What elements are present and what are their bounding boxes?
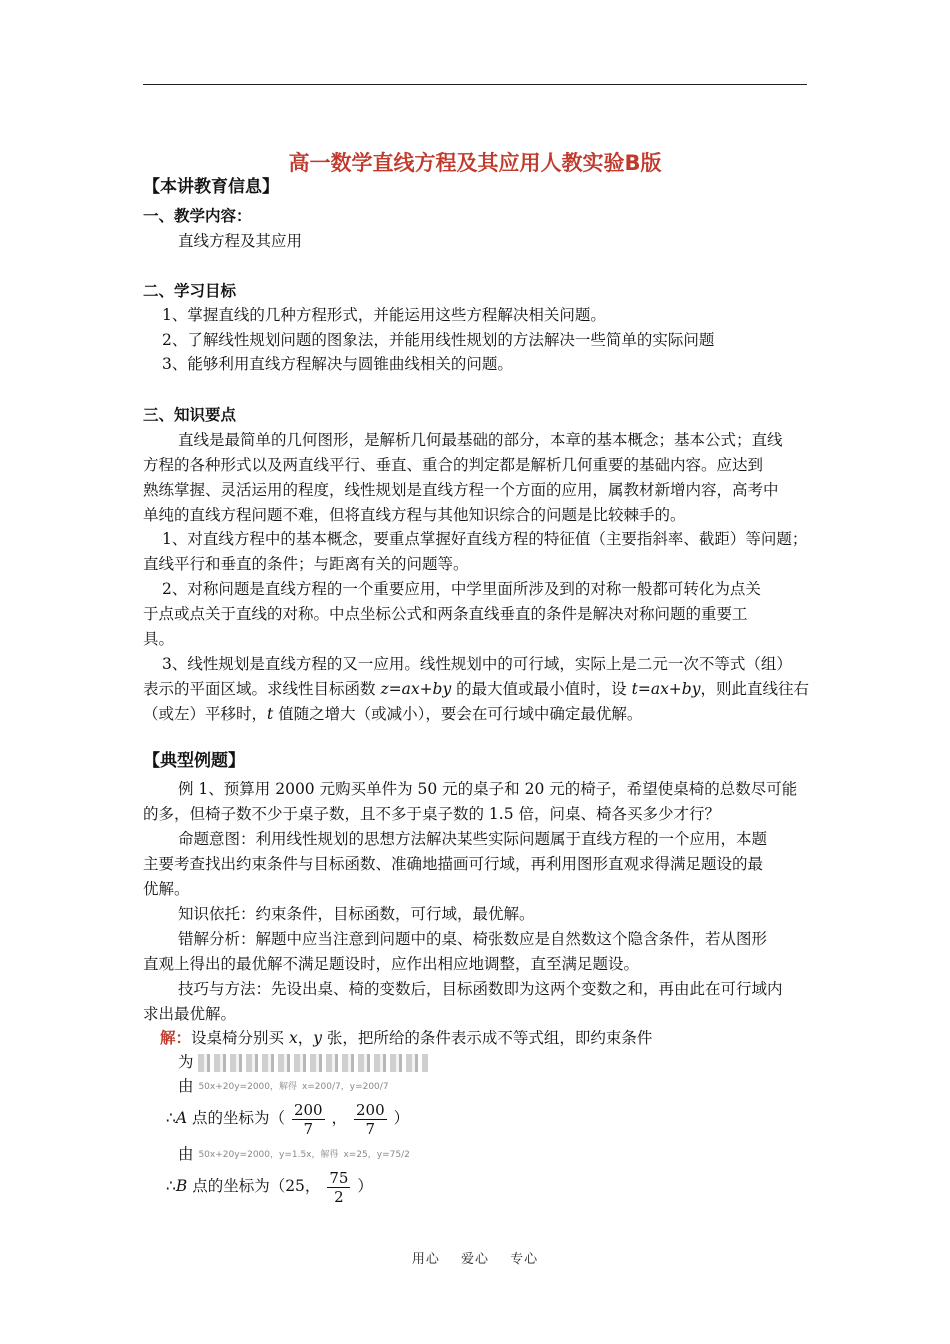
header-rule xyxy=(143,84,807,85)
goal-item: 1、掌握直线的几种方程形式，并能运用这些方程解决相关问题。 xyxy=(162,306,606,324)
footer-text: 用心 xyxy=(411,1252,440,1267)
page-footer xyxy=(0,1248,950,1267)
info-heading: 【本讲教育信息】 xyxy=(143,177,279,197)
goal-item: 2、了解线性规划问题的图象法，并能用线性规划的方法解决一些简单的实际问题 xyxy=(162,331,715,349)
solution-line: 解：设桌椅分别买 x，y 张，把所给的条件表示成不等式组，即约束条件 xyxy=(160,1028,653,1047)
method-line: 技巧与方法：先设出桌、椅的变数后，目标函数即为这两个变数之和，再由此在可行域内 xyxy=(178,980,783,998)
fraction: $\frac{200}{7}$ xyxy=(293,1100,323,1138)
section2-heading: 二、学习目标 xyxy=(143,282,237,300)
section3-heading: 三、知识要点 xyxy=(143,406,237,424)
error-analysis-line: 直观上得出的最优解不满足题设时，应作出相应地调整，直至满足题设。 xyxy=(143,955,640,973)
constraint-system-image xyxy=(198,1054,428,1072)
equation-solution-image: x=25，y=75/2 xyxy=(343,1150,410,1160)
variable: t xyxy=(267,705,274,723)
section1-heading: 一、教学内容： xyxy=(143,207,252,225)
paragraph-line: 单纯的直线方程问题不难，但将直线方程与其他知识综合的问题是比较棘手的。 xyxy=(143,506,686,524)
footer-text: 专心 xyxy=(510,1252,539,1267)
paragraph-line: 直线平行和垂直的条件；与距离有关的问题等。 xyxy=(143,555,469,573)
fraction: $\frac{75}{2}$ xyxy=(329,1168,349,1206)
point-a-line: ∴A 点的坐标为（ $\frac{200}{7}$ ， $\frac{200}{7}$ ） xyxy=(166,1100,410,1138)
example-question-line: 的多，但椅子数不少于桌子数，且不多于桌子数的 1.5 倍，问桌、椅各买多少才行？ xyxy=(143,805,721,823)
point-b-line: ∴B 点的坐标为（25， $\frac{75}{2}$ ） xyxy=(166,1168,373,1206)
paragraph-line: 2、对称问题是直线方程的一个重要应用，中学里面所涉及到的对称一般都可转化为点关 xyxy=(162,580,761,598)
paragraph-line: 1、对直线方程中的基本概念，要重点掌握好直线方程的特征值（主要指斜率、截距）等问题； xyxy=(162,530,808,548)
paragraph-line: 方程的各种形式以及两直线平行、垂直、重合的判定都是解析几何重要的基础内容。应达到 xyxy=(143,456,764,474)
equation-line: 由 50x+20y=2000，解得 x=200/7，y=200/7 xyxy=(178,1077,389,1095)
goal-item: 3、能够利用直线方程解决与圆锥曲线相关的问题。 xyxy=(162,355,513,373)
paragraph-line: 于点或点关于直线的对称。中点坐标公式和两条直线垂直的条件是解决对称问题的重要工 xyxy=(143,605,748,623)
paragraph-line: 具。 xyxy=(143,630,175,648)
method-line: 求出最优解。 xyxy=(143,1005,237,1023)
paragraph-line: 表示的平面区域。求线性目标函数 z=ax+by 的最大值或最小值时，设 t=ax+by，则此直线往右 xyxy=(143,680,809,698)
paragraph-line: 熟练掌握、灵活运用的程度，线性规划是直线方程一个方面的应用，属教材新增内容，高考中 xyxy=(143,481,779,499)
intent-line: 主要考查找出约束条件与目标函数、准确地描画可行域，再利用图形直观求得满足题设的最 xyxy=(143,855,764,873)
equation-solution-image: x=200/7，y=200/7 xyxy=(301,1082,389,1092)
section1-body: 直线方程及其应用 xyxy=(178,232,303,250)
solution-label: 解： xyxy=(160,1028,192,1047)
error-analysis-line: 错解分析：解题中应当注意到问题中的桌、椅张数应是自然数这个隐含条件，若从图形 xyxy=(178,930,768,948)
paragraph-line: 3、线性规划是直线方程的又一应用。线性规划中的可行域，实际上是二元一次不等式（组） xyxy=(162,655,792,673)
examples-heading: 【典型例题】 xyxy=(143,751,245,771)
document-title: 高一数学直线方程及其应用人教实验B版 xyxy=(288,151,662,175)
paragraph-line: （或左）平移时，t 值随之增大（或减小），要会在可行域中确定最优解。 xyxy=(143,705,643,723)
example-question-line: 例 1、预算用 2000 元购买单件为 50 元的桌子和 20 元的椅子，希望使桌椅的总数尽可能 xyxy=(178,780,798,798)
equation-image: 50x+20y=2000，解得 xyxy=(198,1082,297,1092)
paragraph-line: 直线是最简单的几何图形，是解析几何最基础的部分，本章的基本概念；基本公式；直线 xyxy=(178,431,783,449)
intent-line: 优解。 xyxy=(143,880,190,898)
intent-line: 命题意图：利用线性规划的思想方法解决某些实际问题属于直线方程的一个应用，本题 xyxy=(178,830,768,848)
formula: z=ax+by xyxy=(380,680,452,698)
fraction: $\frac{200}{7}$ xyxy=(355,1100,385,1138)
equation-image: 50x+20y=2000，y=1.5x，解得 xyxy=(198,1150,339,1160)
footer-text: 爱心 xyxy=(460,1252,489,1267)
basis-line: 知识依托：约束条件，目标函数，可行域，最优解。 xyxy=(178,905,535,923)
formula: t=ax+by xyxy=(631,680,701,698)
constraint-line: 为 xyxy=(178,1052,428,1072)
equation-line: 由 50x+20y=2000，y=1.5x，解得 x=25，y=75/2 xyxy=(178,1145,410,1163)
